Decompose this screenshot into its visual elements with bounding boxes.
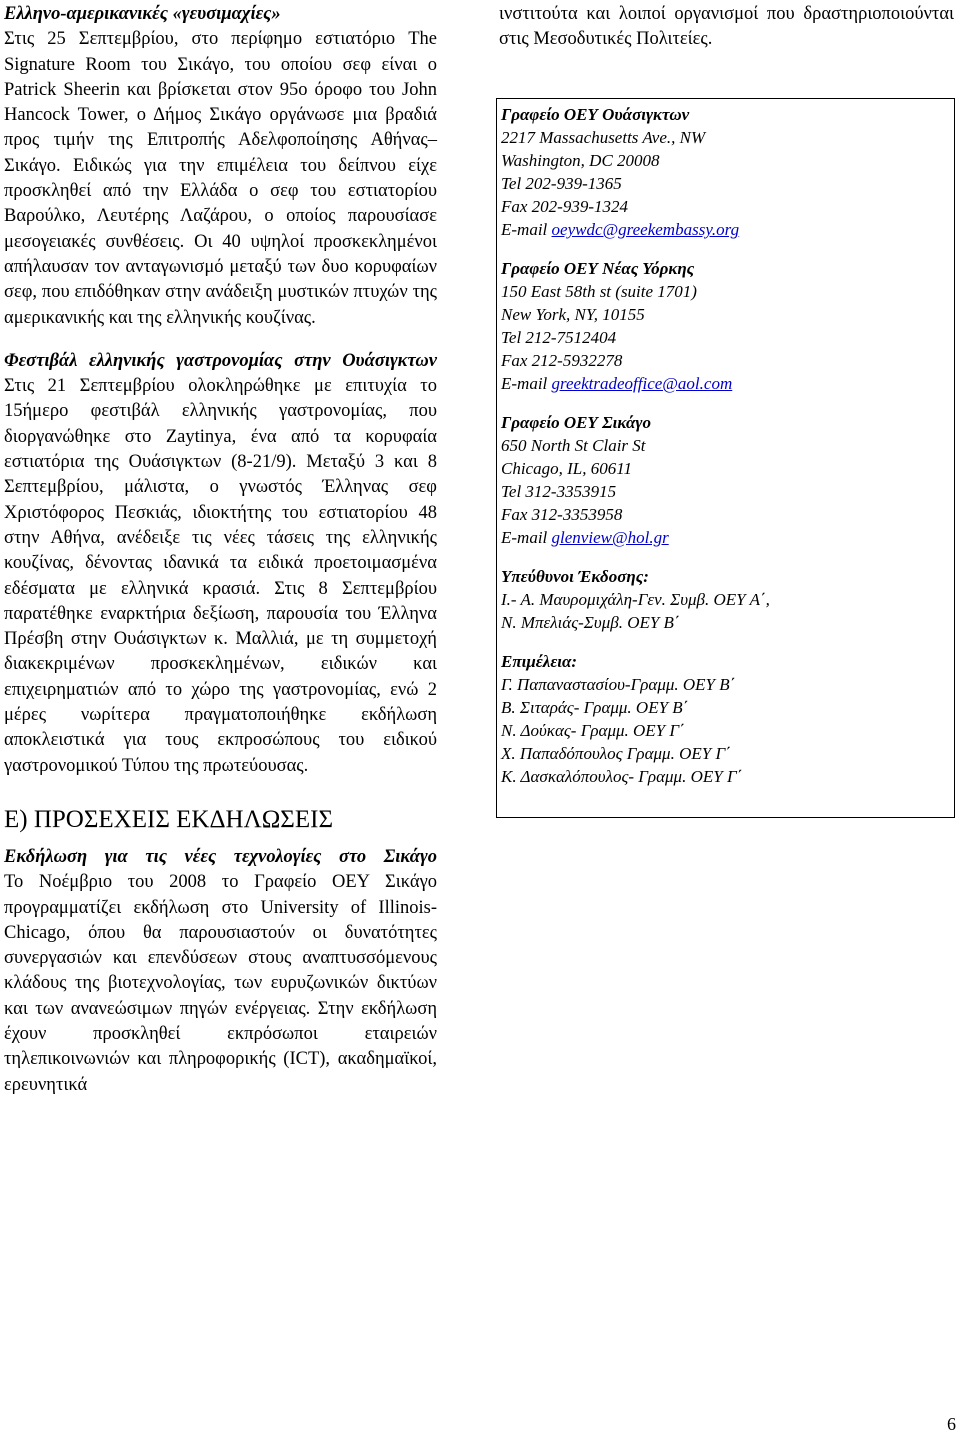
office-email-line <box>501 372 951 395</box>
email-label: E-mail <box>501 528 552 547</box>
editors-title: Υπεύθυνοι Έκδοσης: <box>501 567 649 586</box>
curator-item: Γ. Παπαναστασίου-Γραμμ. ΟΕΥ Β΄ <box>501 675 736 694</box>
office-city: New York, NY, 10155 <box>501 305 645 324</box>
office-address: 2217 Massachusetts Ave., NW <box>501 128 706 147</box>
office-tel: Tel 212-7512404 <box>501 328 617 347</box>
curator-item: Ν. Δούκας- Γραμμ. ΟΕΥ Γ΄ <box>501 721 685 740</box>
office-address: 650 North St Clair St <box>501 436 646 455</box>
office-title: Γραφείο ΟΕΥ Νέας Υόρκης <box>501 259 695 278</box>
office-tel: Tel 312-3353915 <box>501 482 617 501</box>
editor-item: Ι.- Α. Μαυρομιχάλη-Γεν. Συμβ. ΟΕΥ Α΄, <box>501 590 770 609</box>
section-title-washington-festival: Φεστιβάλ ελληνικής γαστρονομίας στην Ουάσιγκτων <box>4 350 437 371</box>
office-fax: Fax 312-3353958 <box>501 505 623 524</box>
curation-block <box>501 650 951 788</box>
section-body-tech-event: Το Νοέμβριο του 2008 το Γραφείο ΟΕΥ Σικάγο προγραμματίζει εκδήλωση στο University of Illinois-Chicago, όπου θα παρουσιαστούν οι δυνατότητες συνεργασιών και επενδύσεων στους αναπτυσσόμενους κλάδους της βιοτεχνολογίας, των ευρυζωνικών δικτύων και των ανανεώσιμων πηγών ενέργειας. Στην εκδήλωση έχουν προσκληθεί εκπρόσωποι εταιρειών τηλεπικοινωνιών και πληροφορικής (ICT), ακαδημαϊκοί, ερευνητικά <box>4 872 437 1095</box>
office-fax: Fax 212-5932278 <box>501 351 623 370</box>
editor-item: Ν. Μπελιάς-Συμβ. ΟΕΥ Β΄ <box>501 613 680 632</box>
curator-item: Κ. Δασκαλόπουλος- Γραμμ. ΟΕΥ Γ΄ <box>501 767 743 786</box>
office-new-york <box>501 257 951 395</box>
left-column <box>4 2 437 1098</box>
section-body-washington-festival: Στις 21 Σεπτεμβρίου ολοκληρώθηκε με επιτυχία το 15ήμερο φεστιβάλ ελληνικής γαστρονομίας, που διοργανώθηκε στο Zaytinya, ένα από τα κορυφαία εστιατόρια της Ουάσιγκτων (8-21/9). Μεταξύ 3 και 8 Σεπτεμβρίου, μάλιστα, ο γνωστός Έλληνας σεφ Χριστόφορος Πεσκιάς, ιδιοκτήτης του εστιατορίου 48 στην Αθήνα, ανέδειξε τις νέες τάσεις της ελληνικής κουζίνας, δένοντας ιδανικά τα ειδικά προετοιμασμένα εδέσματα με ελληνικά κρασιά. Στις 8 Σεπτεμβρίου παρατέθηκε εναρκτήρια δεξίωση, παρουσία του Έλληνα Πρέσβη στην Ουάσιγκτων κ. Μαλλιά, με τη συμμετοχή διακεκριμένων προσκεκλημένων, ειδικών και επιχειρηματιών από το χώρο της γαστρονομίας, ενώ 2 μέρες νωρίτερα πραγματοποιήθηκε εκδήλωση αποκλειστικά για τους εκπροσώπους του ειδικού γαστρονομικού Τύπου της πρωτεύουσας. <box>4 376 437 776</box>
email-link[interactable]: greektradeoffice@aol.com <box>551 374 733 393</box>
section-title-gastronomic-duel: Ελληνο-αμερικανικές «γευσιμαχίες» <box>4 4 281 24</box>
office-title: Γραφείο ΟΕΥ Ουάσιγκτων <box>501 105 690 124</box>
office-washington <box>501 103 951 241</box>
curation-title: Επιμέλεια: <box>501 652 578 671</box>
office-email-line <box>501 526 951 549</box>
email-link[interactable]: glenview@hol.gr <box>551 528 669 547</box>
editors-block <box>501 565 951 634</box>
office-city: Washington, DC 20008 <box>501 151 660 170</box>
curator-item: Χ. Παπαδόπουλος Γραμμ. ΟΕΥ Γ΄ <box>501 744 731 763</box>
email-label: E-mail <box>501 220 552 239</box>
section-body-gastronomic-duel: Στις 25 Σεπτεμβρίου, στο περίφημο εστιατόριο The Signature Room του Σικάγο, του οποίου σεφ είναι ο Patrick Sheerin και βρίσκεται στον 95ο όροφο του John Hancock Tower, ο Δήμος Σικάγο οργάνωσε μια βραδιά προς τιμήν της Επιτροπής Αδελφοποίησης Αθήνας–Σικάγο. Ειδικώς για την επιμέλεια του δείπνου είχε προσκληθεί από την Ελλάδα ο σεφ του εστιατορίου Βαρούλκο, Λευτέρης Λαζάρου, ο οποίος παρουσίασε μεσογειακές συνθέσεις. Οι 40 υψηλοί προσκεκλημένοι απήλαυσαν τον ανταγωνισμό μεταξύ των δυο κορυφαίων σεφ, που επιδόθηκαν στην ανάδειξη μυστικών πτυχών της αμερικανικής και της ελληνικής κουζίνας. <box>4 29 437 328</box>
section-title-tech-event: Εκδήλωση για τις νέες τεχνολογίες στο Σικάγο <box>4 846 437 867</box>
contact-box <box>496 98 955 818</box>
page-number: 6 <box>947 1414 956 1434</box>
office-fax: Fax 202-939-1324 <box>501 197 629 216</box>
continuation-text: ινστιτούτα και λοιποί οργανισμοί που δραστηριοποιούνται στις Μεσοδυτικές Πολιτείες. <box>499 4 954 50</box>
office-tel: Tel 202-939-1365 <box>501 174 622 193</box>
email-link[interactable]: oeywdc@greekembassy.org <box>551 220 740 239</box>
office-chicago <box>501 411 951 549</box>
office-title: Γραφείο ΟΕΥ Σικάγο <box>501 413 651 432</box>
email-label: E-mail <box>501 374 552 393</box>
heading-upcoming-events: Ε) ΠΡΟΣΕΧΕΙΣ ΕΚΔΗΛΩΣΕΙΣ <box>4 805 333 833</box>
office-city: Chicago, IL, 60611 <box>501 459 632 478</box>
office-address: 150 East 58th st (suite 1701) <box>501 282 697 301</box>
right-column <box>499 2 954 53</box>
office-email-line <box>501 218 951 241</box>
curator-item: Β. Σιταράς- Γραμμ. ΟΕΥ Β΄ <box>501 698 689 717</box>
